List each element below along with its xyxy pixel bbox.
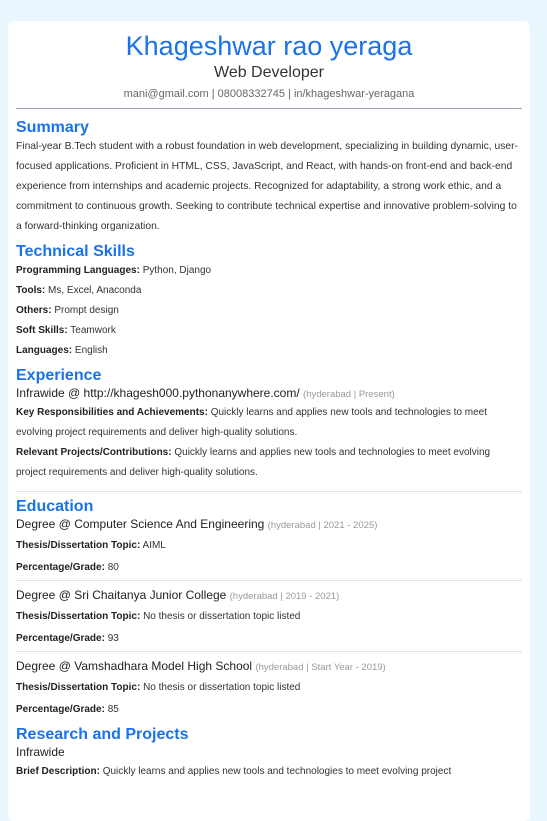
skill-label: Programming Languages:	[16, 265, 140, 276]
thesis-value: No thesis or dissertation topic listed	[143, 682, 301, 693]
skill-value: English	[74, 345, 108, 356]
skill-label: Others:	[16, 305, 52, 316]
skills-section	[16, 243, 522, 361]
education-section	[16, 498, 522, 720]
header-divider	[16, 108, 522, 109]
thesis-label: Thesis/Dissertation Topic:	[16, 540, 141, 551]
education-degree	[16, 516, 522, 534]
skill-value: Ms, Excel, Anaconda	[48, 285, 142, 296]
resume-card	[8, 21, 530, 821]
experience-entry-head	[16, 385, 522, 403]
skill-value: Prompt design	[54, 305, 119, 316]
skill-item	[16, 321, 522, 341]
divider	[16, 651, 522, 652]
job-title: Web Developer	[214, 64, 324, 81]
divider	[16, 580, 522, 581]
skill-item	[16, 341, 522, 361]
experience-responsibilities	[16, 403, 522, 443]
projects-label: Relevant Projects/Contributions:	[16, 447, 172, 458]
skill-label: Tools:	[16, 285, 46, 296]
degree-title: Degree @ Sri Chaitanya Junior College	[16, 588, 227, 602]
summary-text: Final-year B.Tech student with a robust foundation in web development, specializing in building dynamic, user-focused applications. Proficient in HTML, CSS, JavaScript, and React, with hands-on front-end and back-end experience from internships and academic projects. Recognized for adaptability, a strong work ethic, and a commitment to continuous growth. Seeking to contribute technical expertise and innovative problem-solving to a forward-thinking organization.	[16, 141, 518, 232]
contact-info: mani@gmail.com | 08008332745 | in/khageshwar-yeragana	[123, 88, 415, 100]
grade-row	[16, 629, 522, 649]
thesis-value: AIML	[142, 540, 166, 551]
education-degree	[16, 658, 522, 676]
section-title-summary: Summary	[16, 119, 89, 136]
experience-meta: (hyderabad | Present)	[303, 389, 395, 400]
thesis-row	[16, 607, 522, 627]
thesis-row	[16, 678, 522, 698]
skill-value: Python, Django	[142, 265, 212, 276]
section-title-research: Research and Projects	[16, 726, 189, 743]
education-entry	[16, 587, 522, 652]
projects-text: Quickly learns and applies new tools and technologies to meet evolving project requirements and deliver high-quality solutions.	[16, 447, 491, 478]
thesis-row	[16, 536, 522, 556]
degree-meta: (hyderabad | 2021 - 2025)	[267, 520, 378, 531]
thesis-value: No thesis or dissertation topic listed	[143, 611, 301, 622]
degree-meta: (hyderabad | Start Year - 2019)	[255, 662, 386, 673]
education-entry	[16, 516, 522, 581]
grade-value: 80	[107, 562, 119, 573]
grade-label: Percentage/Grade:	[16, 704, 105, 715]
research-section	[16, 726, 522, 782]
experience-company: Infrawide @ http://khagesh000.pythonanywhere.com/	[16, 386, 300, 400]
description-label: Brief Description:	[16, 766, 100, 777]
candidate-name: Khageshwar rao yeraga	[125, 31, 413, 61]
grade-value: 85	[107, 704, 119, 715]
experience-projects	[16, 443, 522, 483]
skill-item	[16, 281, 522, 301]
skill-label: Soft Skills:	[16, 325, 68, 336]
section-title-skills: Technical Skills	[16, 243, 135, 260]
responsibilities-text: Quickly learns and applies new tools and technologies to meet evolving project requirements and deliver high-quality solutions.	[16, 407, 487, 438]
skill-label: Languages:	[16, 345, 73, 356]
responsibilities-label: Key Responsibilities and Achievements:	[16, 407, 208, 418]
degree-title: Degree @ Computer Science And Engineering	[16, 517, 265, 531]
divider	[16, 491, 522, 492]
skill-item	[16, 261, 522, 281]
research-description	[16, 762, 522, 782]
grade-label: Percentage/Grade:	[16, 633, 105, 644]
skill-value: Teamwork	[70, 325, 116, 336]
section-title-experience: Experience	[16, 367, 102, 384]
experience-section	[16, 367, 522, 492]
education-entry	[16, 658, 522, 720]
degree-title: Degree @ Vamshadhara Model High School	[16, 659, 253, 673]
summary-section	[16, 119, 522, 237]
thesis-label: Thesis/Dissertation Topic:	[16, 682, 141, 693]
thesis-label: Thesis/Dissertation Topic:	[16, 611, 141, 622]
description-text: Quickly learns and applies new tools and technologies to meet evolving project	[102, 766, 452, 777]
research-project-name: Infrawide	[16, 745, 65, 759]
education-degree	[16, 587, 522, 605]
grade-value: 93	[107, 633, 119, 644]
skill-item	[16, 301, 522, 321]
section-title-education: Education	[16, 498, 94, 515]
grade-row	[16, 700, 522, 720]
grade-label: Percentage/Grade:	[16, 562, 105, 573]
degree-meta: (hyderabad | 2019 - 2021)	[229, 591, 340, 602]
grade-row	[16, 558, 522, 578]
